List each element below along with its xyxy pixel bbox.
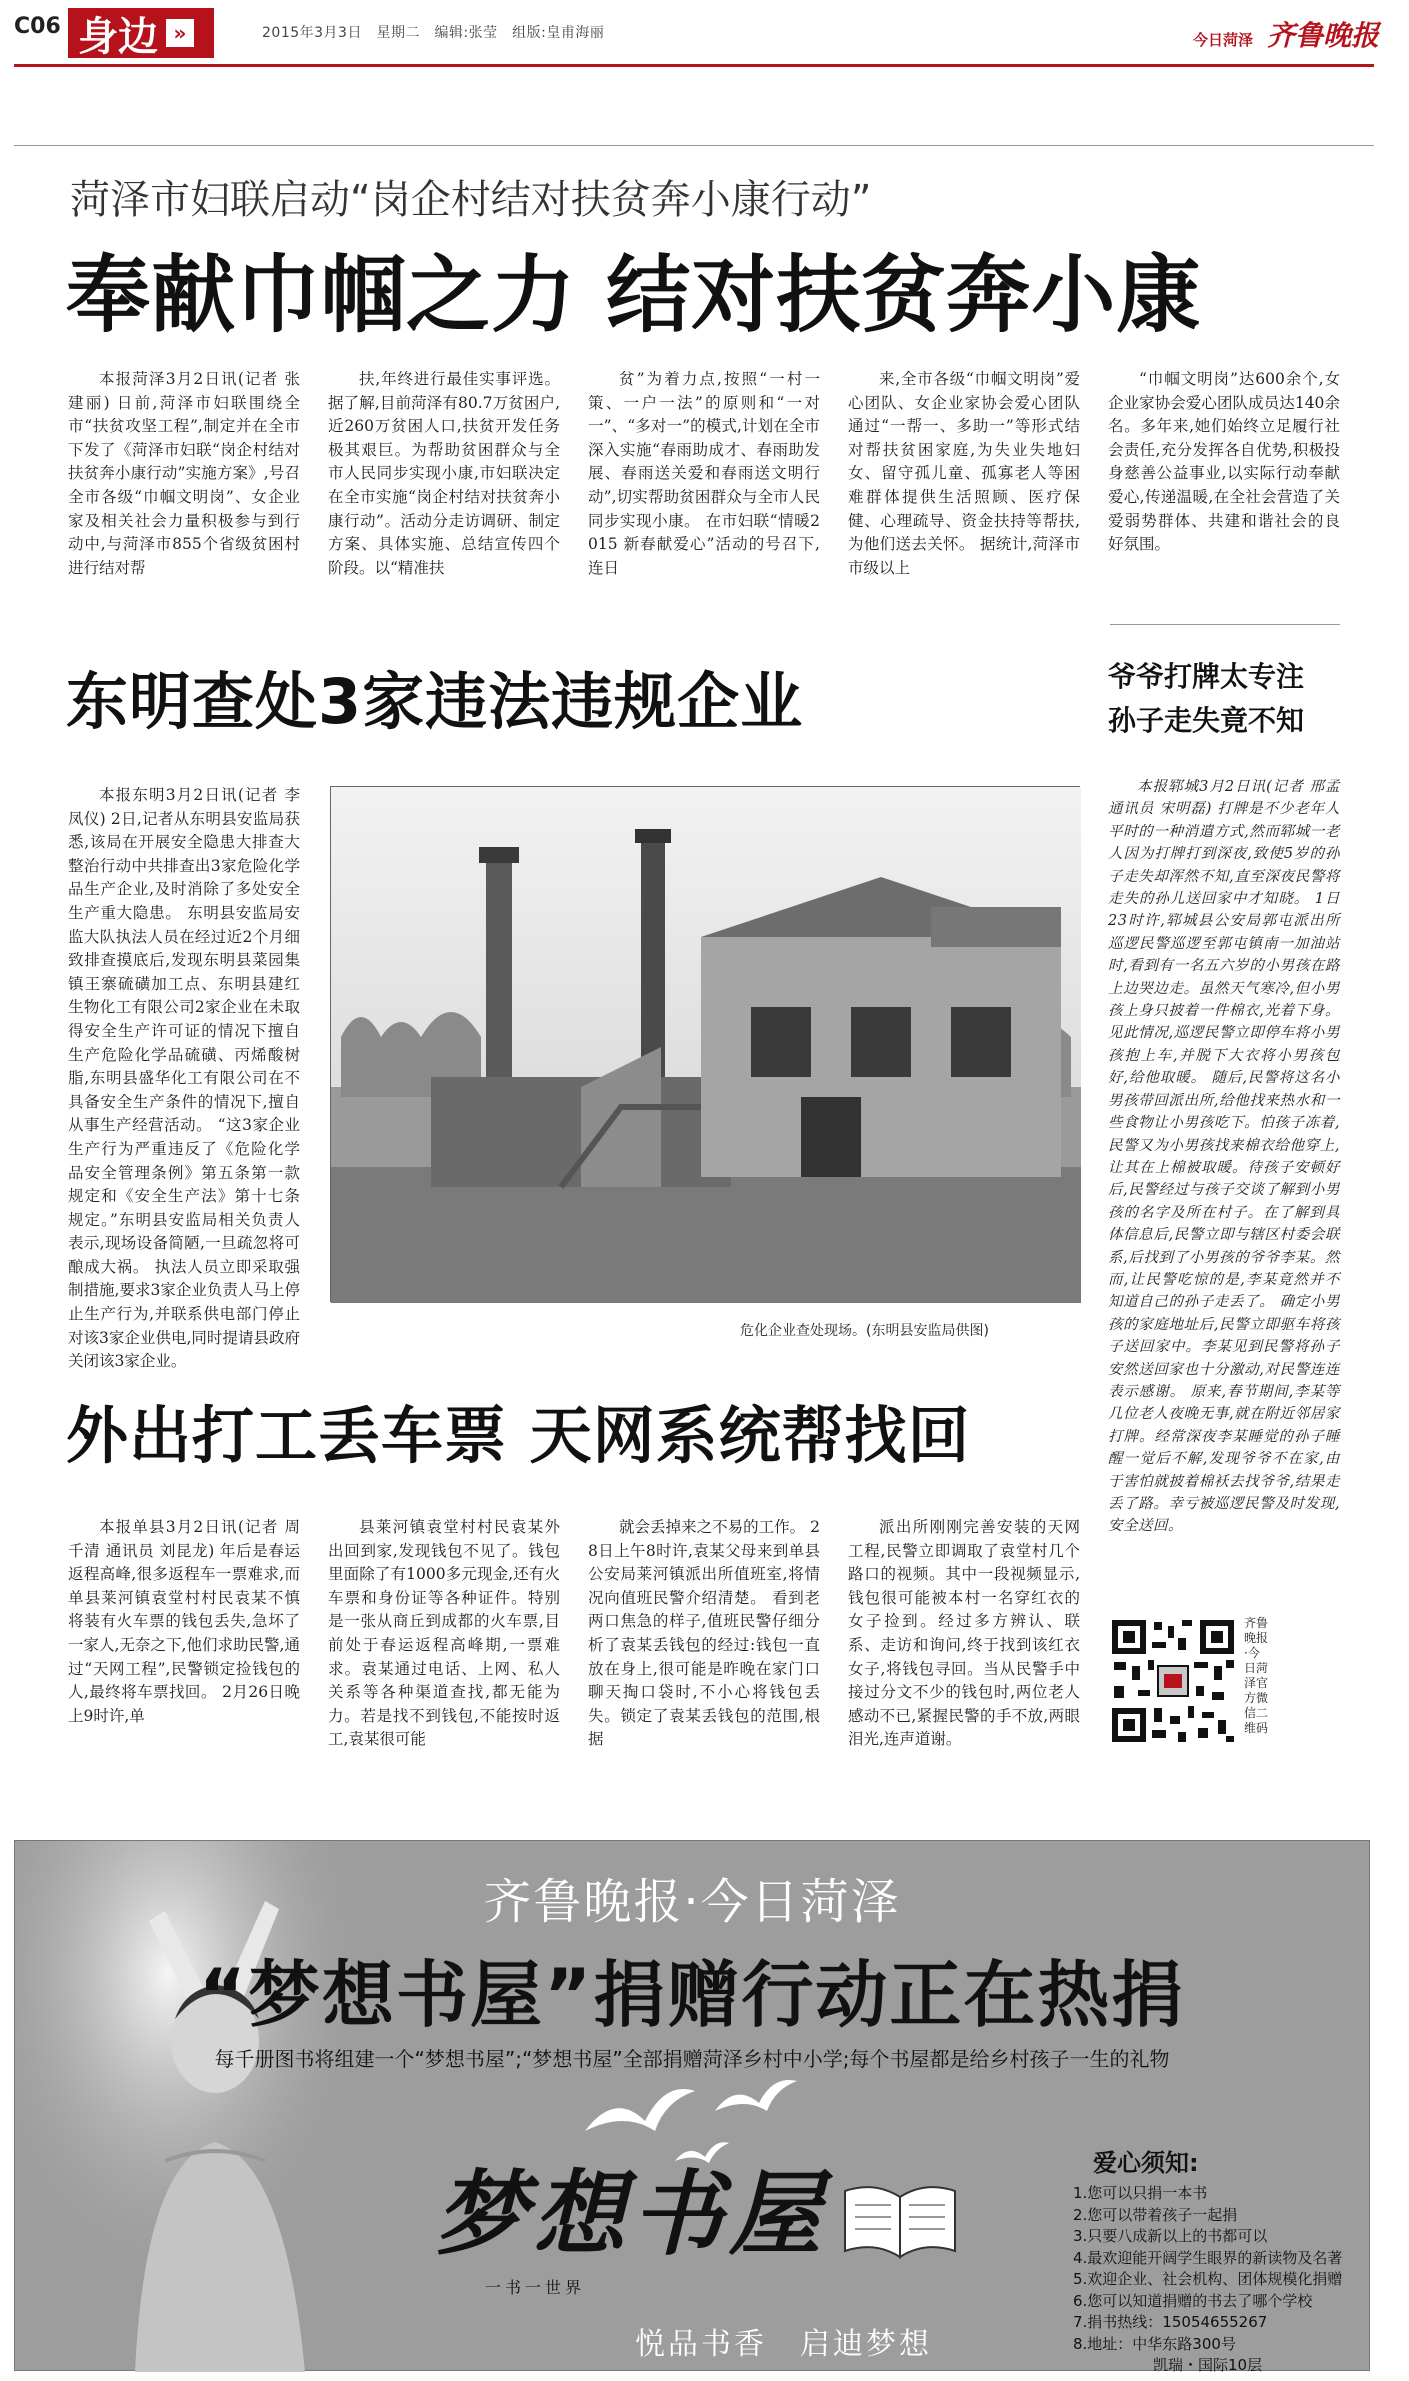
donation-hotline[interactable]: 7.捐书热线：15054655267: [1073, 2313, 1268, 2331]
article3-col-3: 就会丢掉来之不易的工作。 28日上午8时许,袁某父母来到单县公安局莱河镇派出所值班室,将情况向值班民警介绍清楚。 看到老两口焦急的样子,值班民警仔细分析了袁某丢钱包的经过:钱包一直放在身上,很可能是昨晚在家门口聊天掏口袋时,不小心将钱包丢失。锁定了袁某丢钱包的范围,根据: [588, 1518, 820, 1749]
double-chevron-icon: »: [166, 19, 194, 47]
issue-meta: 2015年3月3日 星期二 编辑:张莹 组版:皇甫海丽: [262, 25, 605, 41]
masthead-right: [1193, 14, 1379, 54]
article1-kicker: 菏泽市妇联启动“岗企村结对扶贫奔小康行动”: [70, 177, 872, 223]
article3-col-4: 派出所刚刚完善安装的天网工程,民警立即调取了袁堂村几个路口的视频。其中一段视频显示,钱包很可能被本村一名穿红衣的女子捡到。经过多方辨认、联系、走访和询问,终于找到该红衣女子,将钱包寻回。当从民警手中接过分文不少的钱包时,两位老人感动不已,紧握民警的手不放,两眼泪光,连声道谢。: [848, 1518, 1080, 1749]
sidebar-body: 本报郓城3月2日讯(记者 邢孟 通讯员 宋明磊) 打牌是不少老年人平时的一种消遣方式,然而郓城一老人因为打牌打到深夜,致使5岁的孙子走失却浑然不知,直至深夜民警将走失的孙儿送回家中才知晓。 1日23时许,郓城县公安局郭屯派出所巡逻民警巡逻至郭屯镇南一加油站时,看到有一名五六岁的小男孩在路上边哭边走。虽然天气寒冷,但小男孩上身只披着一件棉衣,光着下身。见此情况,巡逻民警立即停车将小男孩抱上车,并脱下大衣将小男孩包好,给他取暖。 随后,民警将这名小男孩带回派出所,给他找来热水和一些食物让小男孩吃下。怕孩子冻着,民警又为小男孩找来棉衣给他穿上,让其在上棉被取暖。待孩子安顿好后,民警经过与孩子交谈了解到小男孩的名字及所在村子。在了解到具体信息后,民警立即与辖区村委会联系,后找到了小男孩的爷爷李某。然而,让民警吃惊的是,李某竟然并不知道自己的孙子走丢了。 确定小男孩的家庭地址后,民警立即驱车将孩子送回家中。李某见到民警将孙子安然送回家也十分激动,对民警连连表示感谢。 原来,春节期间,李某等几位老人夜晚无事,就在附近邻居家打牌。经常深夜李某睡觉的孙子睡醒一觉后不解,发现爷爷不在家,由于害怕就披着棉袄去找爷爷,结果走丢了路。幸亏被巡逻民警及时发现,安全送回。: [1108, 779, 1340, 1535]
ad-brand: 齐鲁晚报·今日菏泽: [483, 1874, 901, 1930]
sidebar-headline-line1: 爷爷打牌太专注: [1108, 660, 1305, 693]
article2-headline: 东明查处3家违法违规企业: [66, 665, 804, 738]
news-photo: [330, 786, 1080, 1302]
photo-caption: 危化企业查处现场。(东明县安监局供图): [740, 1323, 989, 1339]
article1-col-2: 扶,年终进行最佳实事评选。 据了解,目前菏泽有80.7万贫困户,近260万贫困人口,扶贫开发任务极其艰巨。为帮助贫困群众与全市人民同步实现小康,市妇联决定在全市实施“岗企村结对扶贫奔小康行动”。活动分走访调研、制定方案、具体实施、总结宣传四个阶段。以“精准扶: [328, 370, 560, 577]
list-item: 1.您可以只捐一本书: [1073, 2184, 1208, 2202]
article1-col-5: “巾帼文明岗”达600余个,女企业家协会爱心团队成员达140余名。多年来,她们始终立足履行社会责任,充分发挥各自优势,积极投身慈善公益事业,以实际行动奉献爱心,传递温暖,在全社会营造了关爱弱势群体、共建和谐社会的良好氛围。: [1108, 370, 1340, 554]
region-label: 今日菏泽: [1192, 31, 1253, 49]
article3-col-2: 县莱河镇袁堂村村民袁某外出回到家,发现钱包不见了。钱包里面除了有1000多元现金,还有火车票和身份证等各种证件。特别是一张从商丘到成都的火车票,目前处于春运返程高峰期,一票难求。袁某通过电话、上网、私人关系等各种渠道查找,都无能为力。若是找不到钱包,不能按时返工,袁某很可能: [328, 1518, 560, 1749]
open-book-icon: [835, 2171, 965, 2261]
article1-col-3: 贫”为着力点,按照“一村一策、一户一法”的原则和“一对一”、“多对一”的模式,计划在全市深入实施“春雨助成才、春雨助发展、春雨送关爱和春雨送文明行动”,切实帮助贫困群众与全市人民同步实现小康。 在市妇联“情暖2015 新春献爱心”活动的号召下,连日: [588, 370, 820, 577]
ad-subtitle: 每千册图书将组建一个“梦想书屋”;“梦想书屋”全部捐赠菏泽乡村中小学;每个书屋都是给乡村孩子一生的礼物: [214, 2047, 1170, 2071]
sidebar-rule: [1110, 624, 1340, 625]
article3-headline: 外出打工丢车票 天网系统帮找回: [66, 1399, 971, 1472]
logo-tagline: 一书一世界: [485, 2278, 586, 2297]
list-item: 6.您可以知道捐赠的书去了哪个学校: [1073, 2291, 1313, 2310]
qr-caption: 齐鲁晚报·今日菏泽官方微信二维码: [1244, 1616, 1269, 1735]
sidebar-headline-line2: 孙子走失竟不知: [1108, 704, 1305, 737]
notice-list: [1073, 2183, 1369, 2377]
ad-banner: [14, 1840, 1370, 2374]
list-item: 2.您可以带着孩子一起捐: [1073, 2205, 1238, 2224]
section-tag: [68, 8, 214, 58]
header-rule: [14, 64, 1374, 67]
dream-bookhouse-logo: 梦想书屋: [435, 2160, 828, 2268]
list-item: 8.地址：中华东路300号: [1073, 2334, 1236, 2353]
article1-col-1: 本报菏泽3月2日讯(记者 张建丽) 日前,菏泽市妇联围绕全市“扶贫攻坚工程”,制定并在全市下发了《菏泽市妇联“岗企村结对扶贫奔小康行动”实施方案》,号召全市各级“巾帼文明岗”、女企业家及相关社会力量积极参与到行动中,与菏泽市855个省级贫困村进行结对帮: [68, 370, 300, 577]
page-number: C06: [14, 14, 61, 39]
article2-body: 本报东明3月2日讯(记者 李凤仪) 2日,记者从东明县安监局获悉,该局在开展安全隐患大排查大整治行动中共排查出3家危险化学品生产企业,及时消除了多处安全生产重大隐患。 东明县安监局安监大队执法人员在经过近2个月细致排查摸底后,发现东明县菜园集镇王寨硫磺加工点、东明县建红生物化工有限公司2家企业在未取得安全生产许可证的情况下擅自生产危险化学品硫磺、丙烯酸树脂,东明县盛华化工有限公司在不具备安全生产条件的情况下,擅自从事生产经营活动。 “这3家企业生产行为严重违反了《危险化学品安全管理条例》第五条第一款规定和《安全生产法》第十七条规定。”东明县安监局相关负责人表示,现场设备简陋,一旦疏忽将可酿成大祸。 执法人员立即采取强制措施,要求3家企业负责人马上停止生产行为,并联系供电部门停止对该3家企业供电,同时提请县政府关闭该3家企业。: [68, 786, 300, 1371]
qr-code[interactable]: [1108, 1616, 1238, 1746]
list-item: 4.最欢迎能开阔学生眼界的新读物及名著: [1073, 2248, 1343, 2267]
article1-headline: 奉献巾帼之力 结对扶贫奔小康: [66, 246, 1202, 344]
ad-slogan: 悦品书香 启迪梦想: [635, 2327, 932, 2362]
list-item: 3.只要八成新以上的书都可以: [1073, 2227, 1268, 2245]
newspaper-logo: 齐鲁晚报: [1266, 19, 1379, 52]
list-item: 5.欢迎企业、社会机构、团体规模化捐赠: [1073, 2270, 1343, 2288]
list-item: 凯瑞・国际10层: [1153, 2356, 1263, 2374]
article1-col-4: 来,全市各级“巾帼文明岗”爱心团队、女企业家协会爱心团队通过“一帮一、多助一”等形式结对帮扶贫困家庭,为失业失地妇女、留守孤儿童、孤寡老人等困难群体提供生活照顾、医疗保健、心理疏导、资金扶持等帮扶,为他们送去关怀。 据统计,菏泽市市级以上: [848, 370, 1080, 577]
section-label: 身边: [78, 13, 158, 60]
article3-col-1: 本报单县3月2日讯(记者 周千清 通讯员 刘昆龙) 年后是春运返程高峰,很多返程车一票难求,而单县莱河镇袁堂村村民袁某不慎将装有火车票的钱包丢失,急坏了一家人,无奈之下,他们求助民警,通过“天网工程”,民警锁定捡钱包的人,最终将车票找回。 2月26日晚上9时许,单: [68, 1518, 300, 1725]
ad-title: “梦想书屋”捐赠行动正在热捐: [198, 1953, 1186, 2037]
sidebar-headline: [1108, 655, 1348, 743]
notice-title: 爱心须知:: [1093, 2149, 1199, 2177]
divider: [14, 145, 1374, 146]
